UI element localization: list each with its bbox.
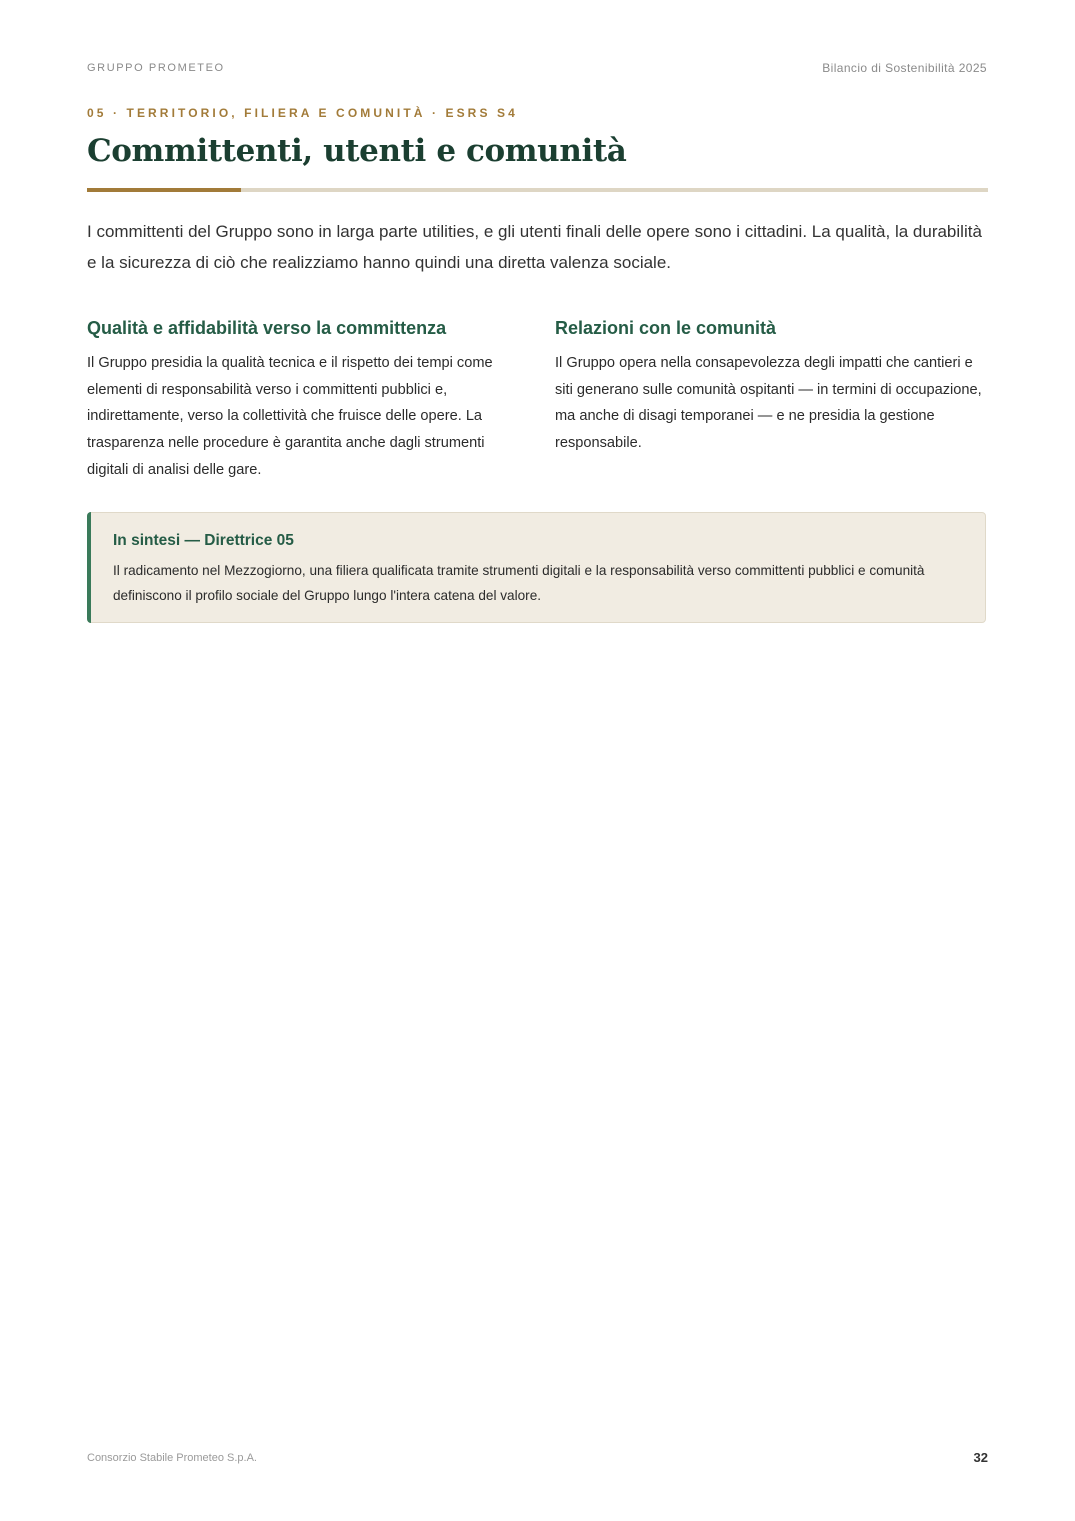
title-divider — [87, 188, 988, 192]
summary-accent-bar — [87, 512, 91, 623]
column-committenza — [87, 314, 519, 484]
footer-company: Consorzio Stabile Prometeo S.p.A. — [87, 1452, 257, 1464]
column-heading: Qualità e affidabilità verso la committenza — [87, 318, 447, 338]
summary-callout — [87, 512, 986, 623]
summary-title: In sintesi — Direttrice 05 — [113, 532, 294, 549]
page-title: Committenti, utenti e comunità — [87, 133, 627, 169]
title-divider-accent — [87, 188, 241, 192]
section-eyebrow: 05 · TERRITORIO, FILIERA E COMUNITÀ · ESRS S4 — [87, 106, 518, 120]
running-header-org: GRUPPO PROMETEO — [87, 62, 225, 74]
page-number: 32 — [973, 1450, 988, 1465]
column-heading: Relazioni con le comunità — [555, 318, 777, 338]
running-header-report: Bilancio di Sostenibilità 2025 — [822, 61, 987, 75]
summary-body: Il radicamento nel Mezzogiorno, una filiera qualificata tramite strumenti digitali e la responsabilità verso committenti pubblici e comunità definiscono il profilo sociale del Gruppo lungo l'intera catena del valore. — [113, 563, 925, 603]
column-body: Il Gruppo presidia la qualità tecnica e il rispetto dei tempi come elementi di responsabilità verso i committenti pubblici e, indirettamente, verso la collettività che fruisce delle opere. La trasparenza nelle procedure è garantita anche dagli strumenti digitali di analisi delle gare. — [87, 355, 493, 478]
column-comunita — [555, 314, 988, 457]
lead-paragraph: I committenti del Gruppo sono in larga parte utilities, e gli utenti finali delle opere sono i cittadini. La qualità, la durabilità e la sicurezza di ciò che realizziamo hanno quindi una diretta valenza sociale. — [87, 222, 982, 272]
column-body: Il Gruppo opera nella consapevolezza degli impatti che cantieri e siti generano sulle comunità ospitanti — in termini di occupazione, ma anche di disagi temporanei — e ne presidia la gestione responsabile. — [555, 355, 982, 452]
